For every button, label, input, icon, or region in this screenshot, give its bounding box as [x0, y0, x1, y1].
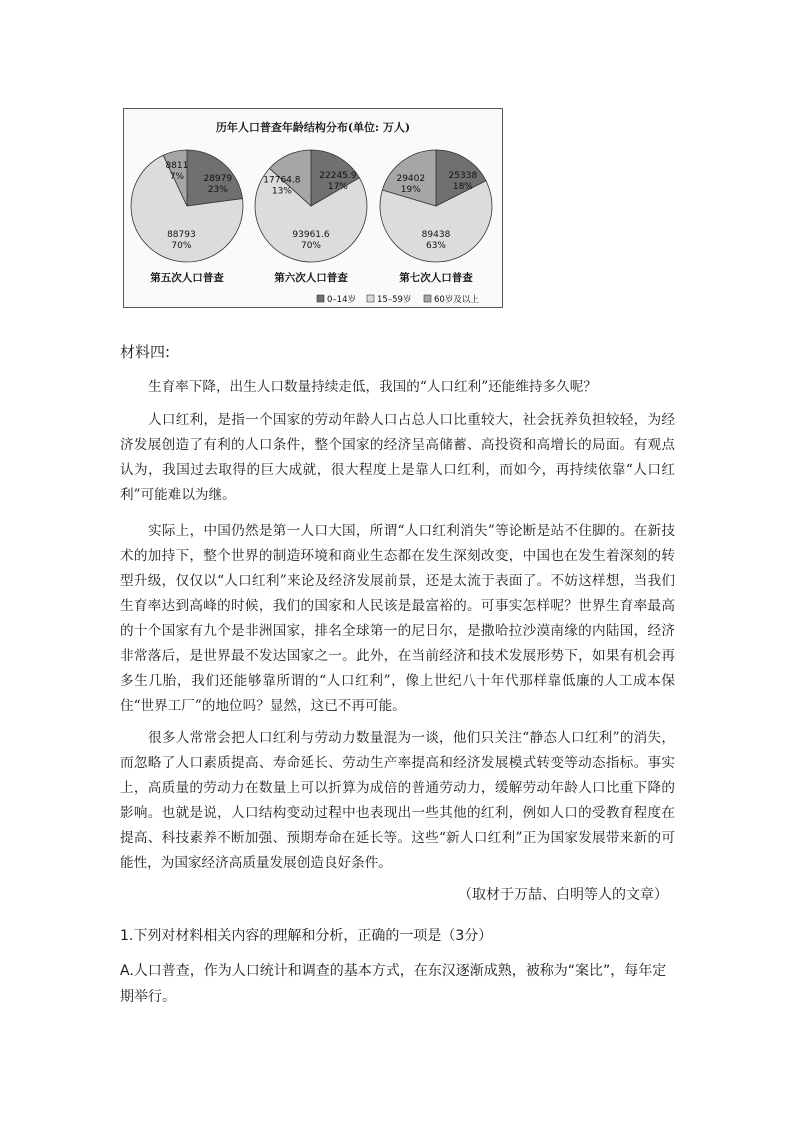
paragraph-1: 生育率下降，出生人口数量持续走低，我国的“人口红利”还能维持多久呢？ — [148, 379, 597, 395]
legend-label-3: 60岁及以上 — [434, 295, 479, 305]
pie1-label-2-1: 88793 — [167, 229, 196, 240]
pie2-label-1-1: 22245.9 — [319, 171, 357, 181]
pie2-label-2-1: 93961.6 — [292, 229, 330, 240]
paragraph-2: 人口红利，是指一个国家的劳动年龄人口占总人口比重较大，社会抚养负担较轻，为经济发展创造了有利的人口条件，整个国家的经济呈高储蓄、高投资和高增长的局面。有观点认为，我国过去取得的巨大成就，很大程度上是靠人口红利，而如今，再持续依靠“人口红利”可能难以为继。 — [120, 412, 675, 503]
pie2-label-3-1: 17764.8 — [263, 175, 301, 186]
legend-label-1: 0–14岁 — [327, 295, 356, 305]
legend-label-2: 15–59岁 — [377, 295, 412, 305]
pie1-label-3-1: 8811 — [165, 160, 189, 171]
question-stem: 1.下列对材料相关内容的理解和分析，正确的一项是（3分） — [120, 928, 493, 944]
source-citation: （取材于万喆、白明等人的文章） — [458, 887, 668, 903]
pie3-label-3-2: 19% — [400, 184, 421, 195]
pie2-caption: 第六次人口普查 — [274, 272, 348, 284]
paragraph-3: 实际上，中国仍然是第一人口大国，所谓“人口红利消失”等论断是站不住脚的。在新技术的加持下，整个世界的制造环境和商业生态都在发生深刻改变，中国也在发生着深刻的转型升级，仅仅以“人口红利”来论及经济发展前景，还是太流于表面了。不妨这样想，当我们生育率达到高峰的时候，我们的国家和人民该是最富裕的。可事实怎样呢？世界生育率最高的十个国家有九个是非洲国家，排名全球第一的尼日尔，是撒哈拉沙漠南缘的内陆国，经济非常落后，是世界最不发达国家之一。此外，在当前经济和技术发展形势下，如果有机会再多生几胎，我们还能够靠所谓的“人口红利”，像上世纪八十年代那样靠低廉的人工成本保住“世界工厂”的地位吗？显然，这已不再可能。 — [120, 523, 675, 714]
pie2-label-1-2: 17% — [327, 182, 348, 192]
pie1-label-3-2: 7% — [169, 171, 185, 182]
legend-swatch-2 — [367, 295, 374, 302]
pie2-label-2-2: 70% — [300, 240, 322, 251]
material-label: 材料四: — [120, 343, 171, 361]
pie1-caption: 第五次人口普查 — [150, 272, 224, 284]
pie1-label-2-2: 70% — [171, 240, 192, 251]
pie-chart-figure — [123, 108, 503, 308]
pie3-caption: 第七次人口普查 — [399, 272, 473, 284]
pie1-label-1-2: 23% — [207, 184, 228, 195]
option-a: A.人口普查，作为人口统计和调查的基本方式，在东汉逐渐成熟，被称为“案比”，每年定期举行。 — [120, 963, 667, 1005]
pie3-label-1-2: 18% — [452, 182, 473, 192]
pie-charts-svg — [124, 109, 504, 309]
chart-title: 历年人口普查年龄结构分布(单位: 万人) — [215, 121, 411, 134]
pie2-label-3-2: 13% — [271, 186, 292, 197]
pie1-label-1-1: 28979 — [203, 173, 233, 184]
legend-swatch-1 — [317, 295, 324, 302]
pie3-label-1-1: 25338 — [448, 171, 478, 181]
pie3-label-2-1: 89438 — [421, 229, 451, 240]
pie3-label-2-2: 63% — [425, 240, 447, 251]
legend-swatch-3 — [424, 295, 431, 302]
pie3-label-3-1: 29402 — [396, 173, 426, 184]
paragraph-4: 很多人常常会把人口红利与劳动力数量混为一谈，他们只关注“静态人口红利”的消失，而忽略了人口素质提高、寿命延长、劳动生产率提高和经济发展模式转变等动态指标。事实上，高质量的劳动力在数量上可以折算为成倍的普通劳动力，缓解劳动年龄人口比重下降的影响。也就是说，人口结构变动过程中也表现出一些其他的红利，例如人口的受教育程度在提高、科技素养不断加强、预期寿命在延长等。这些“新人口红利”正为国家发展带来新的可能性，为国家经济高质量发展创造良好条件。 — [120, 730, 675, 871]
